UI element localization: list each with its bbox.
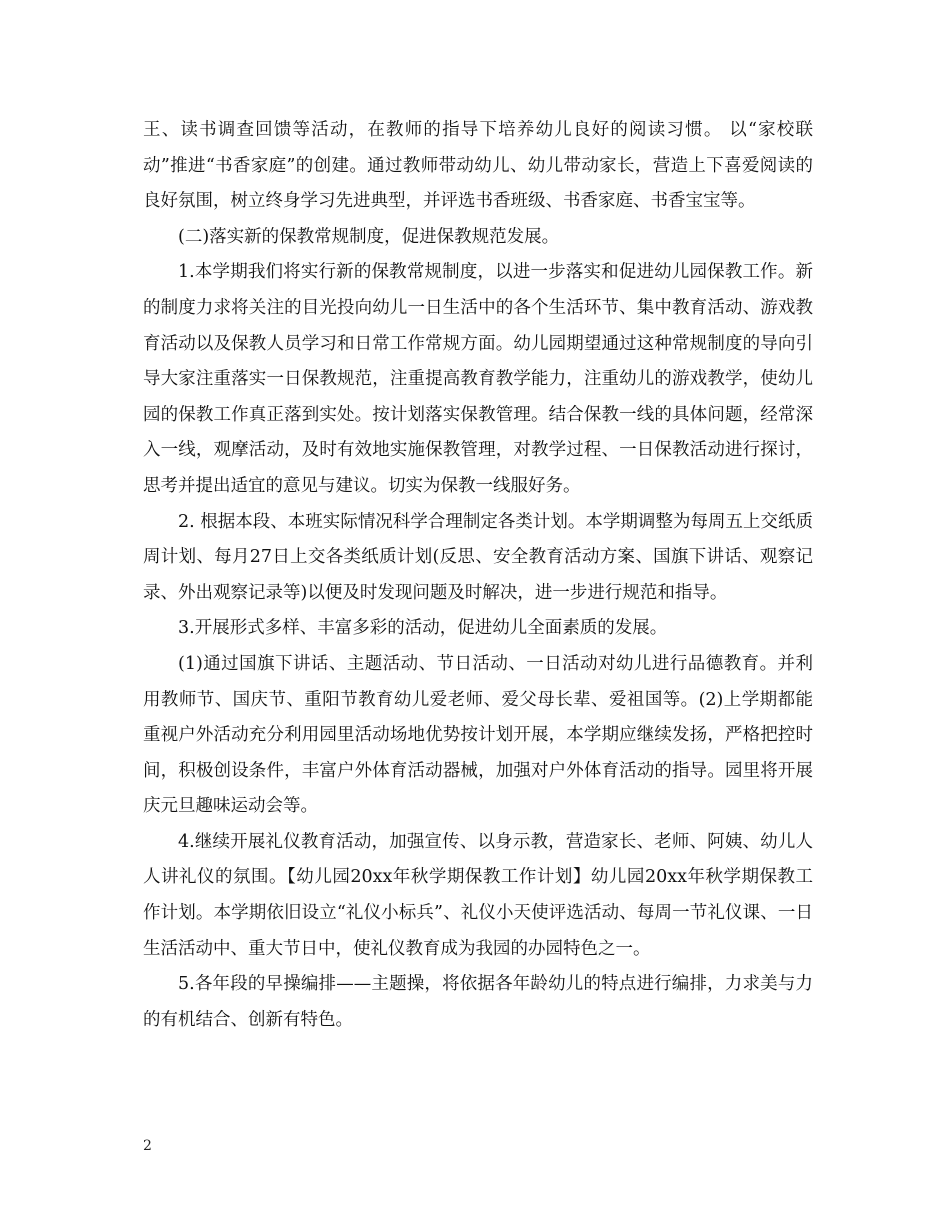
paragraph-item-3: 3.开展形式多样、丰富多彩的活动，促进幼儿全面素质的发展。 (178, 618, 668, 639)
page-number: 2 (143, 1138, 152, 1154)
paragraph-item-3-detail: (1)通过国旗下讲话、主题活动、节日活动、一日活动对幼儿进行品德教育。并利用教师节、国庆节、重阳节教育幼儿爱老师、爱父母长辈、爱祖国等。(2)上学期都能重视户外活动充分利用园里活动场地优势按计划开展，本学期应继续发扬，严格把控时间，积极创设条件，丰富户外体育活动器械，加强对户外体育活动的指导。园里将开展庆元旦趣味运动会等。 (143, 653, 813, 817)
paragraph-item-1: 1.本学期我们将实行新的保教常规制度，以进一步落实和促进幼儿园保教工作。新的制度力求将关注的目光投向幼儿一日生活中的各个生活环节、集中教育活动、游戏教育活动以及保教人员学习和日常工作常规方面。幼儿园期望通过这种常规制度的导向引导大家注重落实一日保教规范，注重提高教育教学能力，注重幼儿的游戏教学，使幼儿园的保教工作真正落到实处。按计划落实保教管理。结合保教一线的具体问题，经常深入一线，观摩活动，及时有效地实施保教管理，对教学过程、一日保教活动进行探讨，思考并提出适宜的意见与建议。切实为保教一线服好务。 (143, 262, 813, 496)
paragraph-reading-activities: 王、读书调查回馈等活动，在教师的指导下培养幼儿良好的阅读习惯。 以“家校联动”推进“书香家庭”的创建。通过教师带动幼儿、幼儿带动家长，营造上下喜爱阅读的良好氛围，树立终身学习先进典型，并评选书香班级、书香家庭、书香宝宝等。 (143, 120, 813, 212)
paragraph-item-4: 4.继续开展礼仪教育活动，加强宣传、以身示教，营造家长、老师、阿姨、幼儿人人讲礼仪的氛围。【幼儿园20xx年秋学期保教工作计划】幼儿园20xx年秋学期保教工作计划。本学期依旧设立“礼仪小标兵”、礼仪小天使评选活动、每周一节礼仪课、一日生活活动中、重大节日中，使礼仪教育成为我园的办园特色之一。 (143, 831, 813, 959)
paragraph-item-5: 5.各年段的早操编排——主题操，将依据各年龄幼儿的特点进行编排，力求美与力的有机结合、创新有特色。 (143, 974, 813, 1030)
paragraph-section-heading: (二)落实新的保教常规制度，促进保教规范发展。 (178, 226, 560, 247)
paragraph-item-2: 2. 根据本段、本班实际情况科学合理制定各类计划。本学期调整为每周五上交纸质周计划、每月27日上交各类纸质计划(反思、安全教育活动方案、国旗下讲话、观察记录、外出观察记录等)以便及时发现问题及时解决，进一步进行规范和指导。 (143, 511, 813, 603)
document-body (143, 113, 813, 1038)
